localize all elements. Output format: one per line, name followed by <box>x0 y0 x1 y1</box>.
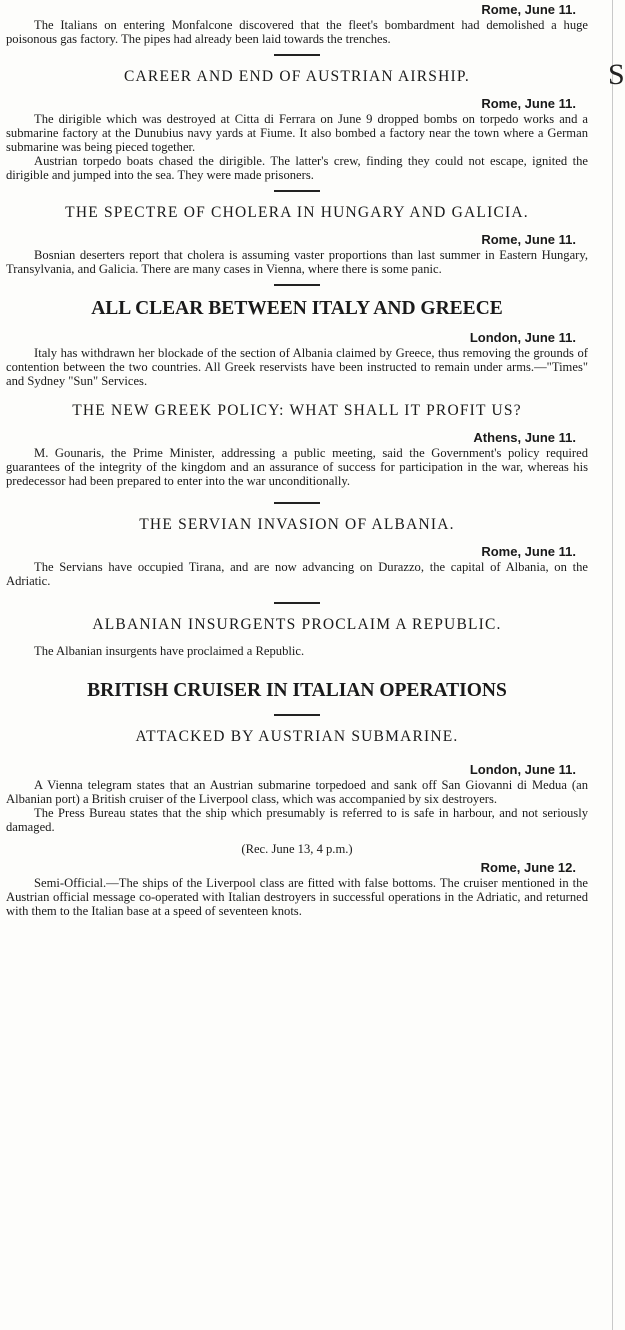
article-paragraph: The Albanian insurgents have proclaimed a Republic. <box>34 644 305 658</box>
article-heading: THE SERVIAN INVASION OF ALBANIA. <box>139 516 455 533</box>
dateline: Rome, June 11. <box>481 2 576 17</box>
section-rule <box>274 602 320 604</box>
section-rule <box>274 714 320 716</box>
article-heading: ALBANIAN INSURGENTS PROCLAIM A REPUBLIC. <box>92 616 502 633</box>
column-edge-line <box>612 0 613 1330</box>
article-paragraph: Austrian torpedo boats chased the dirigible. The latter's crew, finding they could not escape, ignited the dirigible and jumped into the sea. They were made prisoners. <box>6 154 588 182</box>
article-paragraph: M. Gounaris, the Prime Minister, addressing a public meeting, said the Government's policy required guarantees of the integrity of the kingdom and an assurance of success for participation in the war, whereas his predecessor had been prepared to enter into the war unconditionally. <box>6 446 588 488</box>
article-paragraph: A Vienna telegram states that an Austrian submarine torpedoed and sank off San Giovanni di Medua (an Albanian port) a British cruiser of the Liverpool class, which was accompanied by six destroyers. <box>6 778 588 806</box>
dateline: London, June 11. <box>469 330 576 345</box>
article-subheading: ATTACKED BY AUSTRIAN SUBMARINE. <box>135 728 459 745</box>
article-gas-factory <box>6 2 588 46</box>
article-paragraph: Semi-Official.—The ships of the Liverpool class are fitted with false bottoms. The cruiser mentioned in the Austrian official message co-operated with Italian destroyers in successful operations in the Adriatic, and returned with them to the Italian base at a speed of seventeen knots. <box>6 876 588 918</box>
article-paragraph: The Press Bureau states that the ship which presumably is referred to is safe in harbour, and not seriously damaged. <box>6 806 588 834</box>
article-paragraph: Italy has withdrawn her blockade of the section of Albania claimed by Greece, thus removing the grounds of contention between the two countries. All Greek reservists have been instructed to remain under arms.—"Times" and Sydney "Sun" Services. <box>6 346 588 388</box>
article-cholera <box>6 204 588 276</box>
section-rule <box>274 190 320 192</box>
dateline: Rome, June 11. <box>481 96 576 111</box>
dateline: London, June 11. <box>469 762 576 777</box>
article-heading: CAREER AND END OF AUSTRIAN AIRSHIP. <box>123 68 470 85</box>
article-paragraph: The dirigible which was destroyed at Citta di Ferrara on June 9 dropped bombs on torpedo works and a submarine factory at the Dunubius navy yards at Fiume. It also bombed a factory near the town where a German submarine was being pieced together. <box>6 112 588 154</box>
article-albanian-republic <box>6 616 588 658</box>
dateline: Rome, June 12. <box>480 860 576 875</box>
dateline: Rome, June 11. <box>481 544 576 559</box>
section-rule <box>274 54 320 56</box>
article-austrian-airship <box>6 68 588 182</box>
article-servian-invasion <box>6 516 588 588</box>
dateline: Rome, June 11. <box>481 232 576 247</box>
article-paragraph: The Servians have occupied Tirana, and are now advancing on Durazzo, the capital of Albania, on the Adriatic. <box>6 560 588 588</box>
article-greek-policy <box>6 402 588 488</box>
section-rule <box>274 502 320 504</box>
adjacent-column-letter: S <box>608 58 625 91</box>
article-heading: ALL CLEAR BETWEEN ITALY AND GREECE <box>91 298 503 319</box>
dateline: Athens, June 11. <box>473 430 576 445</box>
article-heading: BRITISH CRUISER IN ITALIAN OPERATIONS <box>87 680 507 701</box>
section-rule <box>274 284 320 286</box>
article-paragraph: The Italians on entering Monfalcone discovered that the fleet's bombardment had demolished a huge poisonous gas factory. The pipes had already been laid towards the trenches. <box>6 18 588 46</box>
article-heading: THE NEW GREEK POLICY: WHAT SHALL IT PROFIT US? <box>72 402 522 419</box>
article-heading: THE SPECTRE OF CHOLERA IN HUNGARY AND GALICIA. <box>65 204 529 221</box>
article-paragraph: Bosnian deserters report that cholera is assuming vaster proportions than last summer in Eastern Hungary, Transylvania, and Galicia. There are many cases in Vienna, where there is some panic. <box>6 248 588 276</box>
received-note: (Rec. June 13, 4 p.m.) <box>241 842 353 856</box>
article-british-cruiser <box>6 680 588 918</box>
newspaper-column <box>6 2 588 918</box>
article-italy-greece <box>6 298 588 388</box>
